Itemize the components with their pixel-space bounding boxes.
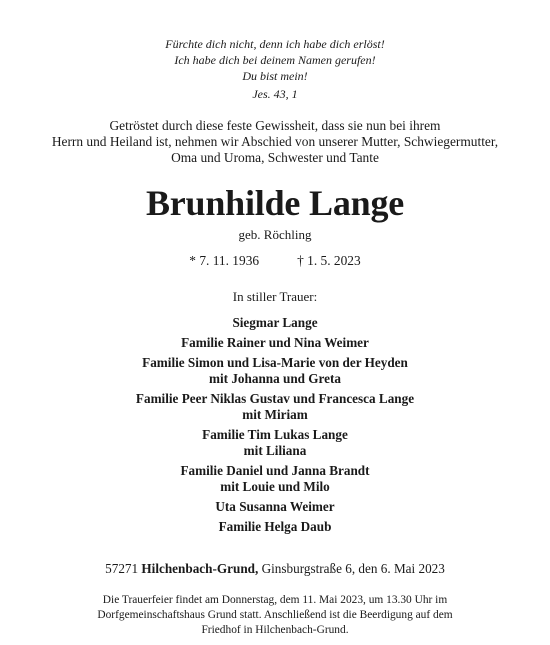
mourner-line: Siegmar Lange <box>232 315 318 330</box>
birth-name: geb. Röchling <box>238 227 312 242</box>
mourner-line: Familie Helga Daub <box>218 519 332 534</box>
death-date: † 1. 5. 2023 <box>297 253 361 268</box>
mourner-line: Familie Daniel und Janna Brandt <box>180 463 370 478</box>
mourner-entry <box>0 335 550 351</box>
verse-line: Fürchte dich nicht, denn ich habe dich erlöst! <box>165 37 385 51</box>
intro-line: Herrn und Heiland ist, nehmen wir Abschied von unserer Mutter, Schwiegermutter, <box>51 134 499 149</box>
mourner-entry <box>0 355 550 387</box>
town-name: Hilchenbach-Grund, <box>141 561 259 576</box>
mourner-line: Uta Susanna Weimer <box>215 499 335 514</box>
mourner-line: mit Miriam <box>242 407 308 422</box>
birth-date: * 7. 11. 1936 <box>189 253 260 268</box>
place-and-date <box>0 561 550 577</box>
verse-line: Ich habe dich bei deinem Namen gerufen! <box>174 53 376 67</box>
verse-reference: Jes. 43, 1 <box>252 87 298 101</box>
mourner-entry <box>0 427 550 459</box>
life-dates <box>0 253 550 269</box>
mourner-entry <box>0 463 550 495</box>
mourners-list <box>0 315 550 535</box>
mourner-entry <box>0 315 550 331</box>
postal-code: 57271 <box>105 561 139 576</box>
mourner-entry <box>0 391 550 423</box>
intro-line: Getröstet durch diese feste Gewissheit, dass sie nun bei ihrem <box>109 118 441 133</box>
deceased-name: Brunhilde Lange <box>145 183 405 223</box>
intro-line: Oma und Uroma, Schwester und Tante <box>171 150 379 165</box>
mourning-label: In stiller Trauer: <box>232 289 318 304</box>
mourner-line: mit Louie und Milo <box>220 479 330 494</box>
funeral-line: Die Trauerfeier findet am Donnerstag, dem 11. Mai 2023, um 13.30 Uhr im <box>102 594 448 606</box>
verse-line: Du bist mein! <box>242 69 308 83</box>
mourner-line: Familie Simon und Lisa-Marie von der Heyden <box>142 355 408 370</box>
mourner-entry <box>0 499 550 515</box>
mourner-line: Familie Rainer und Nina Weimer <box>181 335 369 350</box>
funeral-info <box>0 593 550 638</box>
mourner-line: Familie Tim Lukas Lange <box>202 427 348 442</box>
mourner-entry <box>0 519 550 535</box>
mourner-line: Familie Peer Niklas Gustav und Francesca Lange <box>135 391 415 406</box>
mourner-line: mit Johanna und Greta <box>208 371 342 386</box>
street-and-date: Ginsburgstraße 6, den 6. Mai 2023 <box>261 561 445 576</box>
intro-text <box>0 118 550 166</box>
bible-verse <box>0 0 550 102</box>
funeral-line: Friedhof in Hilchenbach-Grund. <box>201 624 349 636</box>
funeral-line: Dorfgemeinschaftshaus Grund statt. Anschließend ist die Beerdigung auf dem <box>97 609 453 621</box>
mourner-line: mit Liliana <box>243 443 307 458</box>
